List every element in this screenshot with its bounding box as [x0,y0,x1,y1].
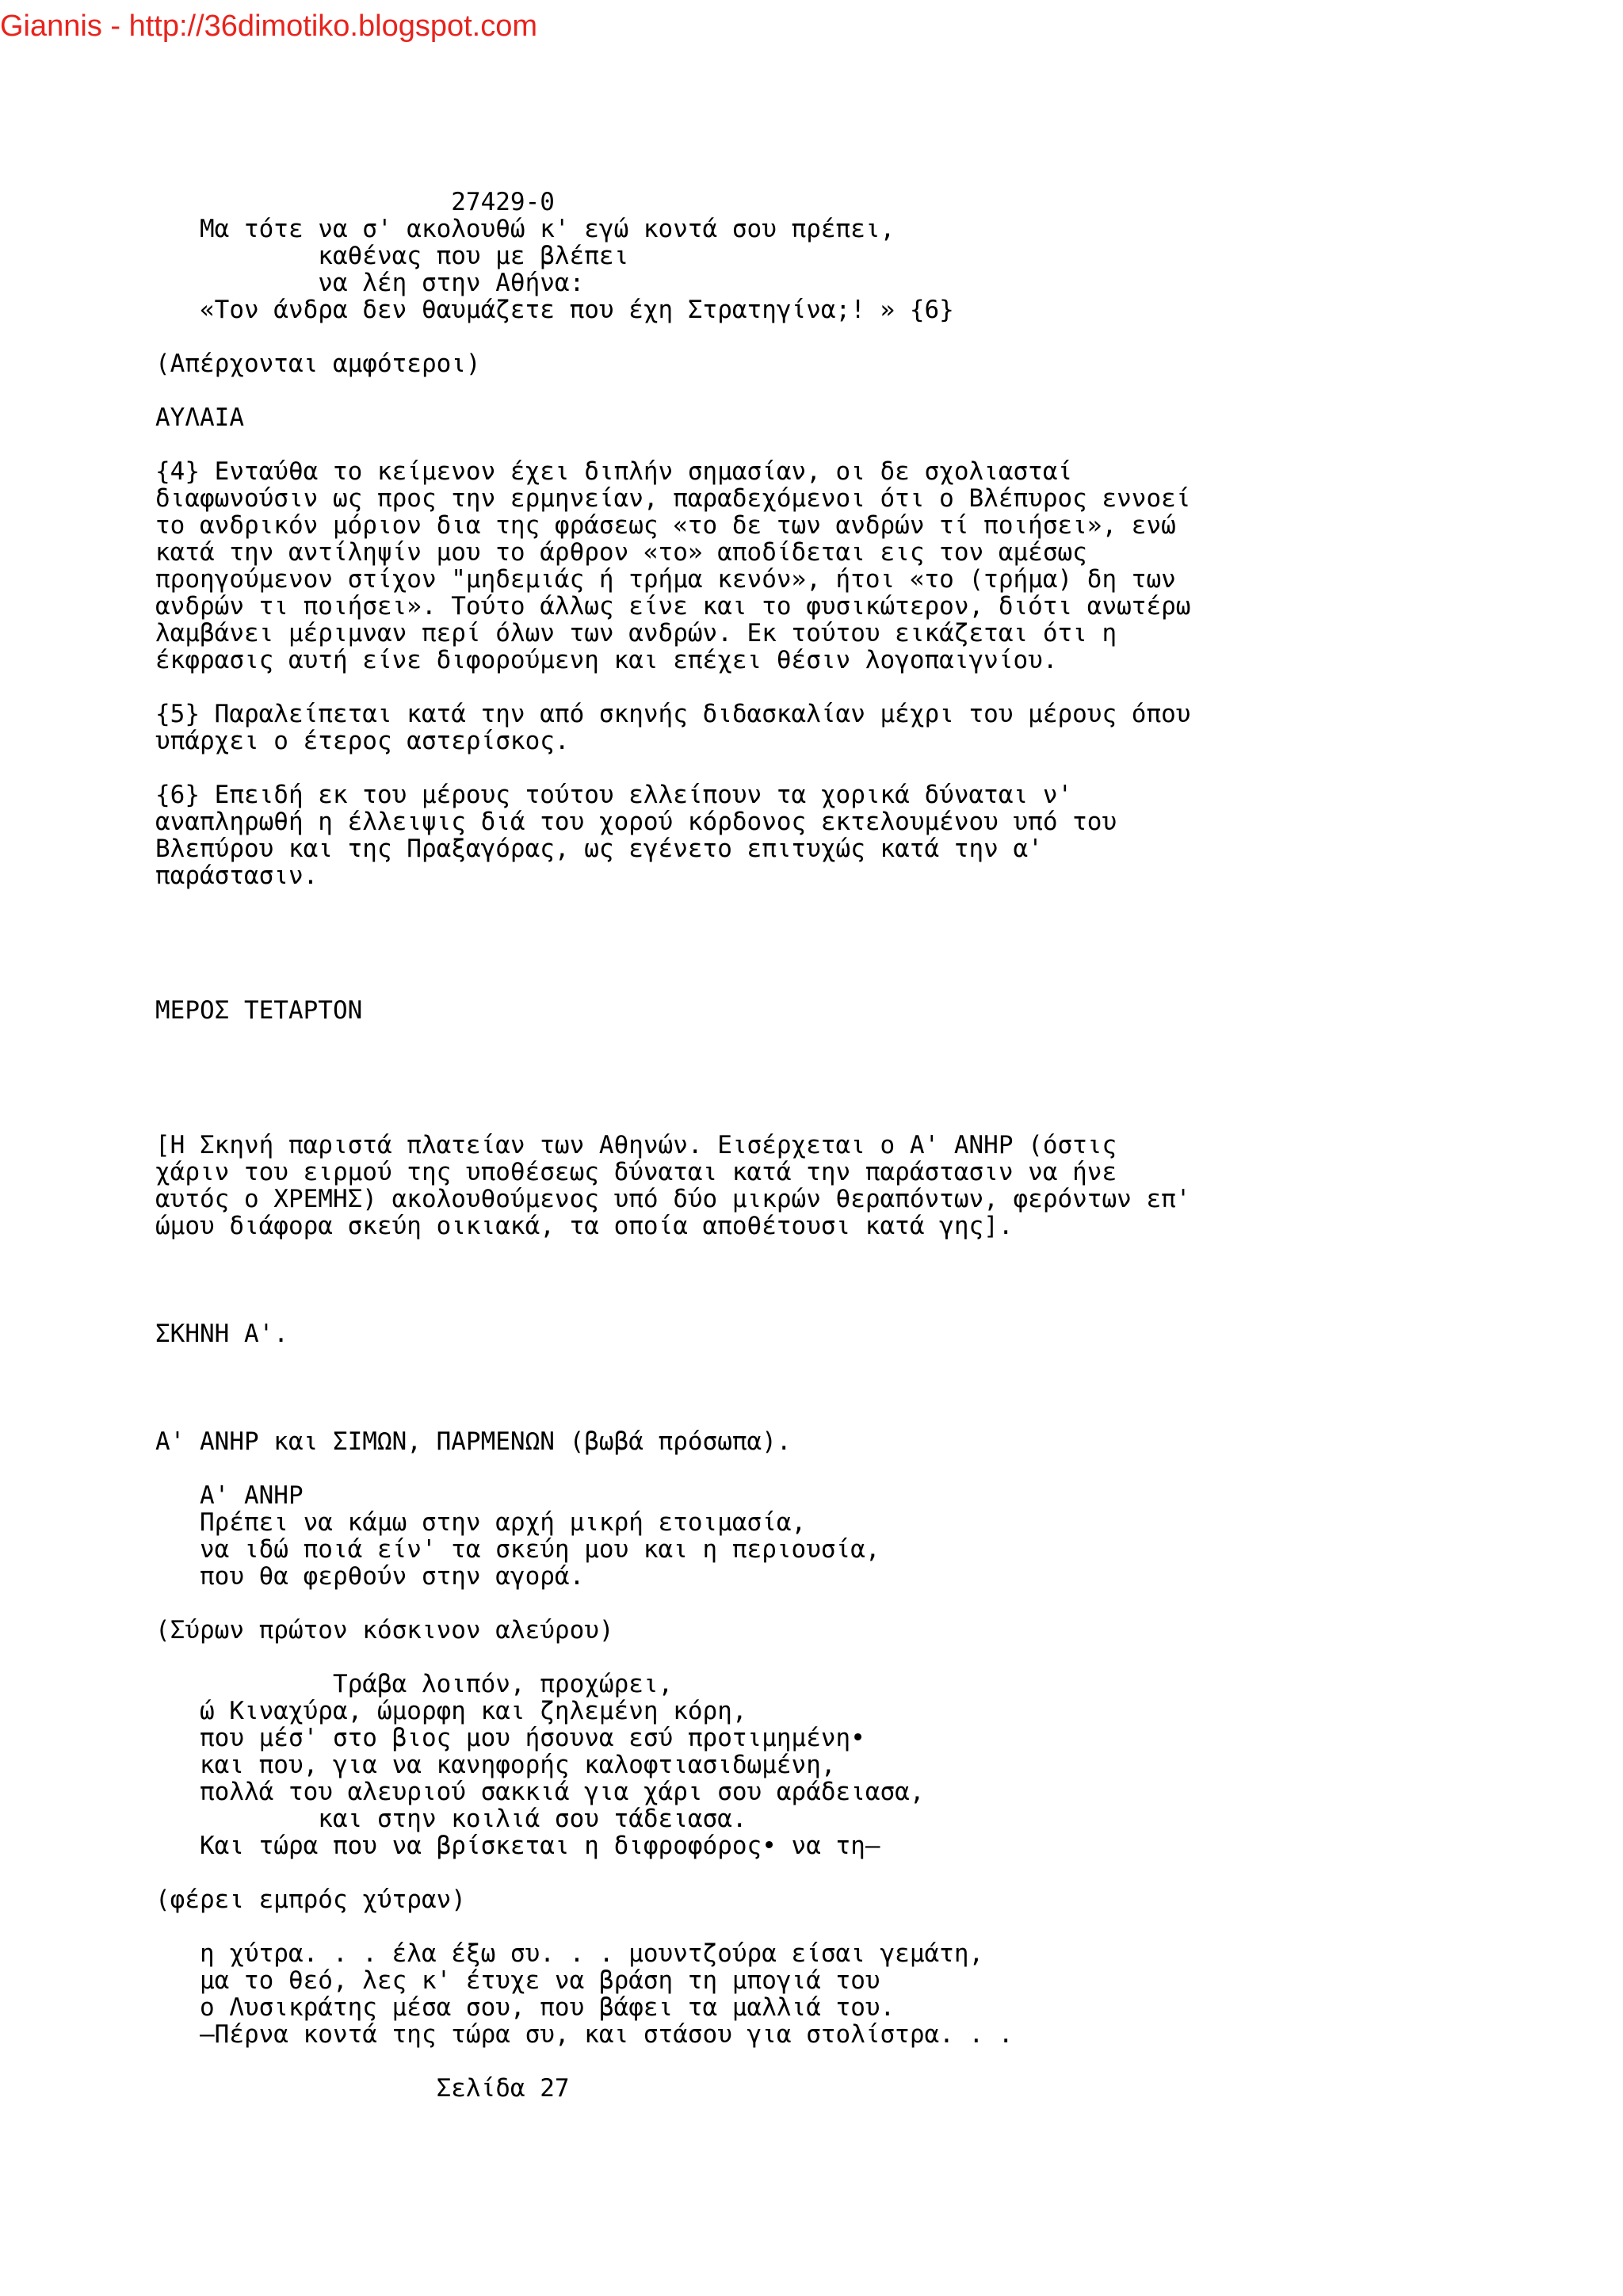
text-line: ΑΥΛΑΙΑ [155,403,244,432]
text-line: αυτός ο ΧΡΕΜΗΣ) ακολουθούμενος υπό δύο μικρών θεραπόντων, φερόντων επ' [155,1185,1191,1213]
text-line: ώ Κιναχύρα, ώμορφη και ζηλεμένη κόρη, [155,1697,747,1725]
text-line: ώμου διάφορα σκεύη οικιακά, τα οποία αποθέτουσι κατά γης]. [155,1212,1014,1240]
text-line [155,1401,1190,1428]
document-body [155,189,1190,2102]
text-line [155,1051,1190,1078]
text-line: (φέρει εμπρός χύτραν) [155,1885,466,1914]
text-line: ΣΚΗΝΗ Α'. [155,1320,288,1348]
text-line [155,1105,1190,1132]
text-line [155,1293,1190,1320]
text-line [155,2048,1190,2075]
text-line: που θα φερθούν στην αγορά. [155,1562,585,1591]
text-line: Σελίδα 27 [155,2074,570,2103]
text-line: προηγούμενον στίχον "μηδεμιάς ή τρήμα κενόν», ήτοι «το (τρήμα) δη των [155,565,1176,594]
text-line [155,889,1190,916]
text-line: ο Λυσικράτης μέσα σου, που βάφει τα μαλλιά του. [155,1993,896,2022]
text-line: να ιδώ ποιά είν' τα σκεύη μου και η περιουσία, [155,1535,880,1564]
text-line: αναπληρωθή η έλλειψις διά του χορού κόρδονος εκτελουμένου υπό του [155,808,1117,836]
text-line: ΜΕΡΟΣ ΤΕΤΑΡΤΟΝ [155,996,363,1025]
text-line [155,1374,1190,1401]
text-line [155,674,1190,701]
text-line: Και τώρα που να βρίσκεται η διφροφόρος• να τη— [155,1832,880,1860]
text-line: Τράβα λοιπόν, προχώρει, [155,1670,674,1698]
text-line [155,1455,1190,1482]
text-line: να λέη στην Αθήνα: [155,269,585,297]
text-line [155,970,1190,997]
text-line [155,916,1190,943]
text-line: —Πέρνα κοντά της τώρα συ, και στάσου για στολίστρα. . . [155,2020,1014,2049]
text-line: «Τον άνδρα δεν θαυμάζετε που έχη Στρατηγίνα;! » {6} [155,296,954,324]
text-line: και στην κοιλιά σου τάδειασα. [155,1805,747,1833]
text-line: διαφωνούσιν ως προς την ερμηνείαν, παραδεχόμενοι ότι ο Βλέπυρος εννοεί [155,484,1191,513]
text-line [155,943,1190,970]
text-line [155,755,1190,781]
text-line: που μέσ' στο βιος μου ήσουνα εσύ προτιμημένη• [155,1724,865,1752]
text-line: υπάρχει ο έτερος αστερίσκος. [155,727,570,755]
text-line [155,1590,1190,1617]
text-line: το ανδρικόν μόριον δια της φράσεως «το δε των ανδρών τί ποιήσει», ενώ [155,511,1176,540]
text-line [155,1078,1190,1105]
text-line: Πρέπει να κάμω στην αρχή μικρή ετοιμασία, [155,1508,807,1537]
text-line [155,377,1190,404]
text-line: {5} Παραλείπεται κατά την από σκηνής διδασκαλίαν μέχρι του μέρους όπου [155,700,1191,728]
text-line: η χύτρα. . . έλα έξω συ. . . μουντζούρα είσαι γεμάτη, [155,1939,984,1968]
text-line: {6} Επειδή εκ του μέρους τούτου ελλείπουν τα χορικά δύναται ν' [155,781,1073,809]
text-line: μα το θεό, λες κ' έτυχε να βράση τη μπογιά του [155,1966,880,1995]
text-line: 27429-0 [155,188,555,216]
text-line: (Σύρων πρώτον κόσκινον αλεύρου) [155,1616,614,1645]
text-line: (Απέρχονται αμφότεροι) [155,350,481,378]
text-line: {4} Ενταύθα το κείμενον έχει διπλήν σημασίαν, οι δε σχολιασταί [155,457,1073,486]
text-line [155,1644,1190,1671]
text-line [155,431,1190,458]
text-line: έκφρασις αυτή είνε διφορούμενη και επέχει θέσιν λογοπαιγνίου. [155,646,1058,674]
text-line [155,323,1190,350]
text-line: χάριν του ειρμού της υποθέσεως δύναται κατά την παράστασιν να ήνε [155,1158,1117,1186]
text-line: και που, για να κανηφορής καλοφτιασιδωμένη, [155,1751,836,1779]
text-line: παράστασιν. [155,861,319,890]
text-line [155,1859,1190,1886]
text-line: πολλά του αλευριού σακκιά για χάρι σου αράδειασα, [155,1778,925,1806]
text-line: Α' ΑΝΗΡ και ΣΙΜΩΝ, ΠΑΡΜΕΝΩΝ (βωβά πρόσωπα). [155,1427,792,1456]
text-line: Α' ΑΝΗΡ [155,1481,304,1510]
text-line: ανδρών τι ποιήσει». Τούτο άλλως είνε και το φυσικώτερον, διότι ανωτέρω [155,592,1191,621]
text-line: κατά την αντίληψίν μου το άρθρον «το» αποδίδεται εις τον αμέσως [155,538,1087,567]
text-line: [Η Σκηνή παριστά πλατείαν των Αθηνών. Εισέρχεται ο Α' ΑΝΗΡ (όστις [155,1131,1117,1159]
text-line: Μα τότε να σ' ακολουθώ κ' εγώ κοντά σου πρέπει, [155,215,896,243]
text-line: Βλεπύρου και της Πραξαγόρας, ως εγένετο επιτυχώς κατά την α' [155,835,1043,863]
text-line [155,1347,1190,1374]
text-line [155,1024,1190,1051]
text-line [155,1266,1190,1293]
page-header-link[interactable]: Giannis - http://36dimotiko.blogspot.com [0,10,538,43]
text-line: λαμβάνει μέριμναν περί όλων των ανδρών. Εκ τούτου εικάζεται ότι η [155,619,1117,648]
text-line: καθένας που με βλέπει [155,242,629,270]
text-line [155,1240,1190,1266]
text-line [155,1913,1190,1940]
